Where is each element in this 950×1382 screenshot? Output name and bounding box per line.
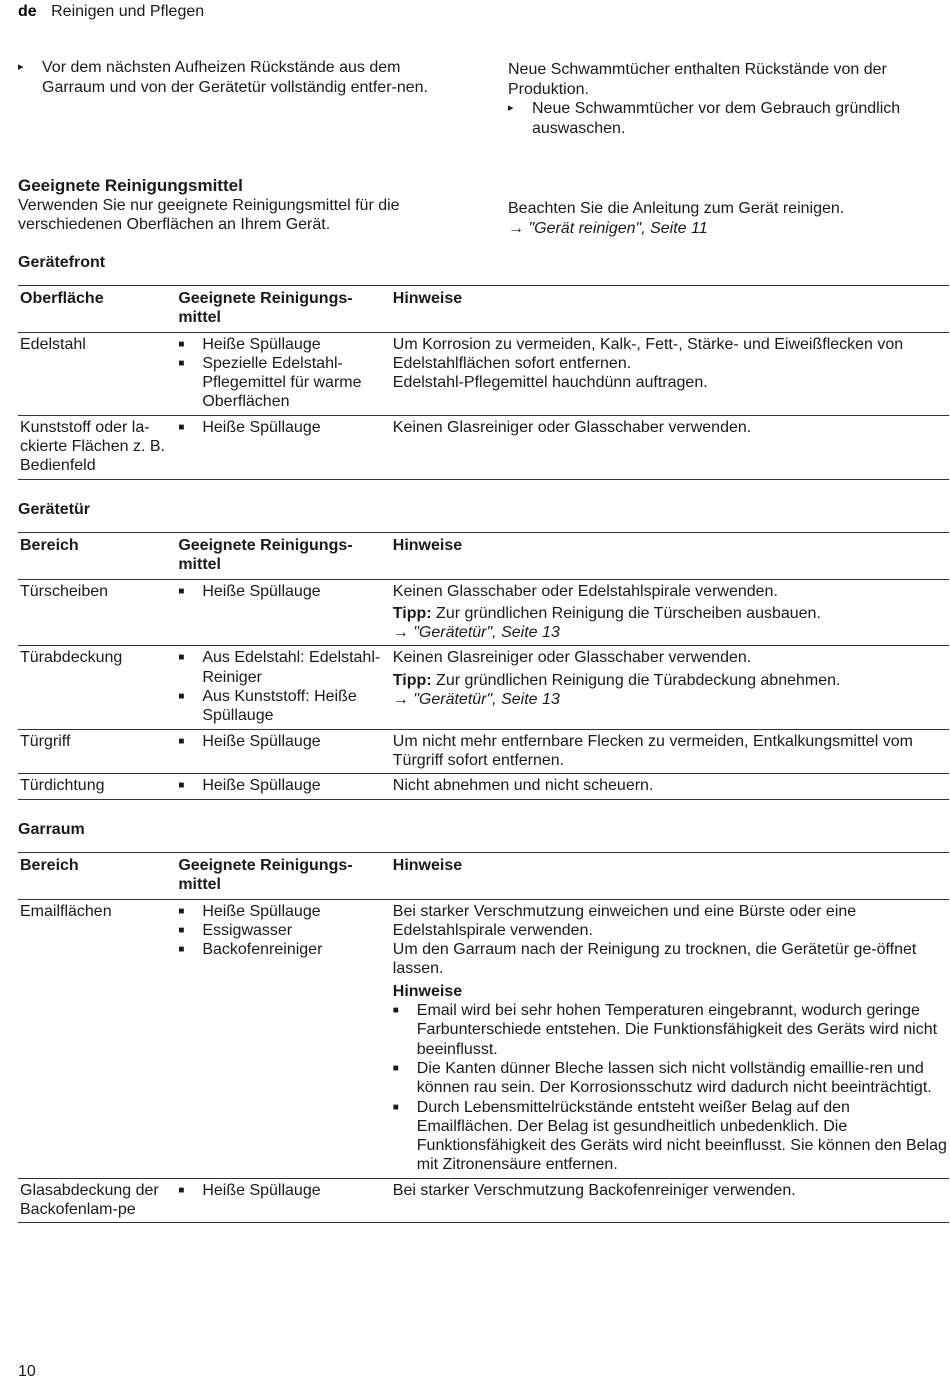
column-header: Hinweise [392,290,463,307]
section-title: Geeignete Reinigungsmittel [18,176,243,195]
table-door-title: Gerätetür [18,501,91,518]
agents-cell [176,579,390,646]
square-bullet-icon: ■ [178,780,185,792]
notes-cell: Keinen Glasreiniger oder Glasschaber verwenden. [392,418,752,436]
table-header-row [18,286,949,333]
triangle-bullet-icon: ▸ [508,102,514,114]
list-item: ■ Aus Kunststoff: Heiße Spüllauge [178,688,357,725]
notes-cell: Keinen Glasreiniger oder Glasschaber verwenden. Tipp: Zur gründlichen Reinigung die Türabdeckung abnehmen. → "Gerätetür", Seite 13 [391,646,949,729]
list-item: ■ Heiße Spüllauge [178,582,321,600]
table-row [18,579,949,646]
arrow-right-icon: → [392,691,409,709]
table-header-row [18,533,949,580]
square-bullet-icon: ■ [392,1005,399,1017]
notes-cell: Bei starker Verschmutzung einweichen und eine Bürste oder eine Edelstahlspirale verwenden. Um den Garraum nach der Reinigung zu trocknen, die Gerätetür ge-öffnet lassen. Hinweise ■ Email wird bei sehr hohen Temperaturen eingebrannt, wodurch geringe Farbunterschiede entstehen. Die Funktionsfähigkeit des Geräts wird nicht beeinflusst. ■ Die Kanten dünner Bleche lassen sich nicht vollständig emaillie-ren und können rau sein. Der Korrosionsschutz wird dadurch nicht beeinträchtigt. ■ Durch Lebensmittelrückstände entsteht weißer Belag auf den Emailflächen. Der Belag ist gesundheitlich unbedenklich. Die Funktionsfähigkeit des Geräts wird nicht beeinflusst. Sie können den Belag mit Zitronensäure entfernen. [392,902,947,1174]
section-right [508,199,948,238]
column-header: Hinweise [392,857,463,874]
agents-cell [176,646,390,729]
list-item: ■ Aus Edelstahl: Edelstahl-Reiniger [178,649,381,686]
list-item: ■ Durch Lebensmittelrückstände entsteht weißer Belag auf den Emailflächen. Der Belag ist gesundheitlich unbedenklich. Die Funktionsfähigkeit des Geräts wird nicht beeinflusst. Sie können den Belag mit Zitronensäure entfernen. [392,1098,947,1174]
list-item: ■ Die Kanten dünner Bleche lassen sich nicht vollständig emaillie-ren und können rau sein. Der Korrosionsschutz wird dadurch nicht beeinträchtigt. [392,1059,932,1097]
area-cell: Kunststoff oder la-ckierte Flächen z. B. Bedienfeld [20,418,165,475]
page-header [18,2,204,22]
column-header: Geeignete Reinigungs-mittel [178,290,353,327]
column-header: Oberfläche [20,290,104,307]
agents-cell [176,729,390,774]
reference-link[interactable]: → "Gerätetür", Seite 13 [392,624,560,642]
list-item: ■ Heiße Spüllauge [178,777,321,795]
list-item: ■ Heiße Spüllauge [178,418,321,436]
notes-cell: Nicht abnehmen und nicht scheuern. [392,777,654,795]
section-right-text: Beachten Sie die Anleitung zum Gerät reinigen. [508,200,845,217]
language-code: de [18,3,37,20]
square-bullet-icon: ■ [178,585,185,597]
square-bullet-icon: ■ [178,944,185,956]
tip: Tipp: Zur gründlichen Reinigung die Türscheiben ausbauen. [392,604,821,622]
section-intro-text: Verwenden Sie nur geeignete Reinigungsmittel für die verschiedenen Oberflächen an Ihrem Gerät. [18,196,400,233]
square-bullet-icon: ■ [178,652,185,664]
intro-right [508,60,948,138]
notes-subheading: Hinweise [392,982,463,1000]
tip: Tipp: Zur gründlichen Reinigung die Türabdeckung abnehmen. [392,671,841,689]
agents-cell [176,1178,390,1223]
agents-cell [176,899,390,1178]
area-cell: Türscheiben [20,582,109,600]
list-item: ■ Heiße Spüllauge [178,335,321,353]
square-bullet-icon: ■ [392,1101,399,1113]
list-item: ■ Heiße Spüllauge [178,902,321,920]
table-oven [18,852,949,1223]
column-header: Geeignete Reinigungs-mittel [178,857,353,894]
table-row [18,1178,949,1223]
column-header: Hinweise [392,537,463,554]
agents-cell [176,332,390,415]
table-front [18,285,949,480]
section-reference-link[interactable]: → "Gerät reinigen", Seite 11 [508,219,708,237]
list-item: ■ Backofenreiniger [178,941,323,959]
intro-left-bullet [18,58,443,97]
table-row [18,774,949,799]
list-item: ■ Heiße Spüllauge [178,732,321,750]
list-item: ■ Spezielle Edelstahl-Pflegemittel für warme Oberflächen [178,354,362,411]
column-header: Bereich [20,537,79,554]
agents-cell [176,774,390,799]
page-number: 10 [18,1363,36,1380]
area-cell: Edelstahl [20,335,86,353]
triangle-bullet-icon: ▸ [18,61,24,73]
area-cell: Türabdeckung [20,649,123,667]
table-row [18,899,949,1178]
arrow-right-icon: → [508,219,524,237]
agents-cell [176,415,390,479]
reference-link[interactable]: → "Gerätetür", Seite 13 [392,691,560,709]
square-bullet-icon: ■ [178,338,185,350]
intro-right-text: Neue Schwammtücher enthalten Rückstände von der Produktion. [508,61,887,98]
square-bullet-icon: ■ [178,1184,185,1196]
square-bullet-icon: ■ [178,691,185,703]
table-row [18,729,949,774]
list-item: ■ Email wird bei sehr hohen Temperaturen eingebrannt, wodurch geringe Farbunterschiede entstehen. Die Funktionsfähigkeit des Geräts wird nicht beeinflusst. [392,1002,938,1058]
table-row [18,646,949,729]
square-bullet-icon: ■ [392,1062,399,1074]
table-row [18,415,949,479]
area-cell: Glasabdeckung der Backofenlam-pe [20,1181,159,1219]
area-cell: Türdichtung [20,777,105,795]
intro-right-bullet [508,99,948,138]
arrow-right-icon: → [392,624,409,642]
table-front-title: Gerätefront [18,254,106,271]
section-left [18,176,458,235]
square-bullet-icon: ■ [178,924,185,936]
table-row [18,332,949,415]
notes-cell: Um nicht mehr entfernbare Flecken zu vermeiden, Entkalkungsmittel vom Türgriff sofort entfernen. [392,732,913,769]
table-oven-title: Garraum [18,821,85,838]
intro-right-bullet-text: Neue Schwammtücher vor dem Gebrauch gründlich auswaschen. [532,100,901,137]
notes-cell: Bei starker Verschmutzung Backofenreiniger verwenden. [392,1181,796,1199]
column-header: Geeignete Reinigungs-mittel [178,537,353,574]
area-cell: Türgriff [20,732,71,750]
list-item: ■ Essigwasser [178,921,293,939]
list-item: ■ Heiße Spüllauge [178,1181,321,1199]
intro-left-text: Vor dem nächsten Aufheizen Rückstände aus dem Garraum und von der Gerätetür vollständig entfer-nen. [42,59,428,96]
notes-cell: Keinen Glasschaber oder Edelstahlspirale verwenden. Tipp: Zur gründlichen Reinigung die Türscheiben ausbauen. → "Gerätetür", Seite 13 [391,579,949,646]
chapter-title: Reinigen und Pflegen [51,3,205,20]
table-door [18,532,949,800]
area-cell: Emailflächen [20,902,112,920]
column-header: Bereich [20,857,79,874]
table-header-row [18,853,949,900]
square-bullet-icon: ■ [178,905,185,917]
notes-cell: Um Korrosion zu vermeiden, Kalk-, Fett-, Stärke- und Eiweißflecken von Edelstahlflächen sofort entfernen. Edelstahl-Pflegemittel hauchdünn auftragen. [392,335,904,392]
square-bullet-icon: ■ [178,357,185,369]
square-bullet-icon: ■ [178,421,185,433]
square-bullet-icon: ■ [178,735,185,747]
